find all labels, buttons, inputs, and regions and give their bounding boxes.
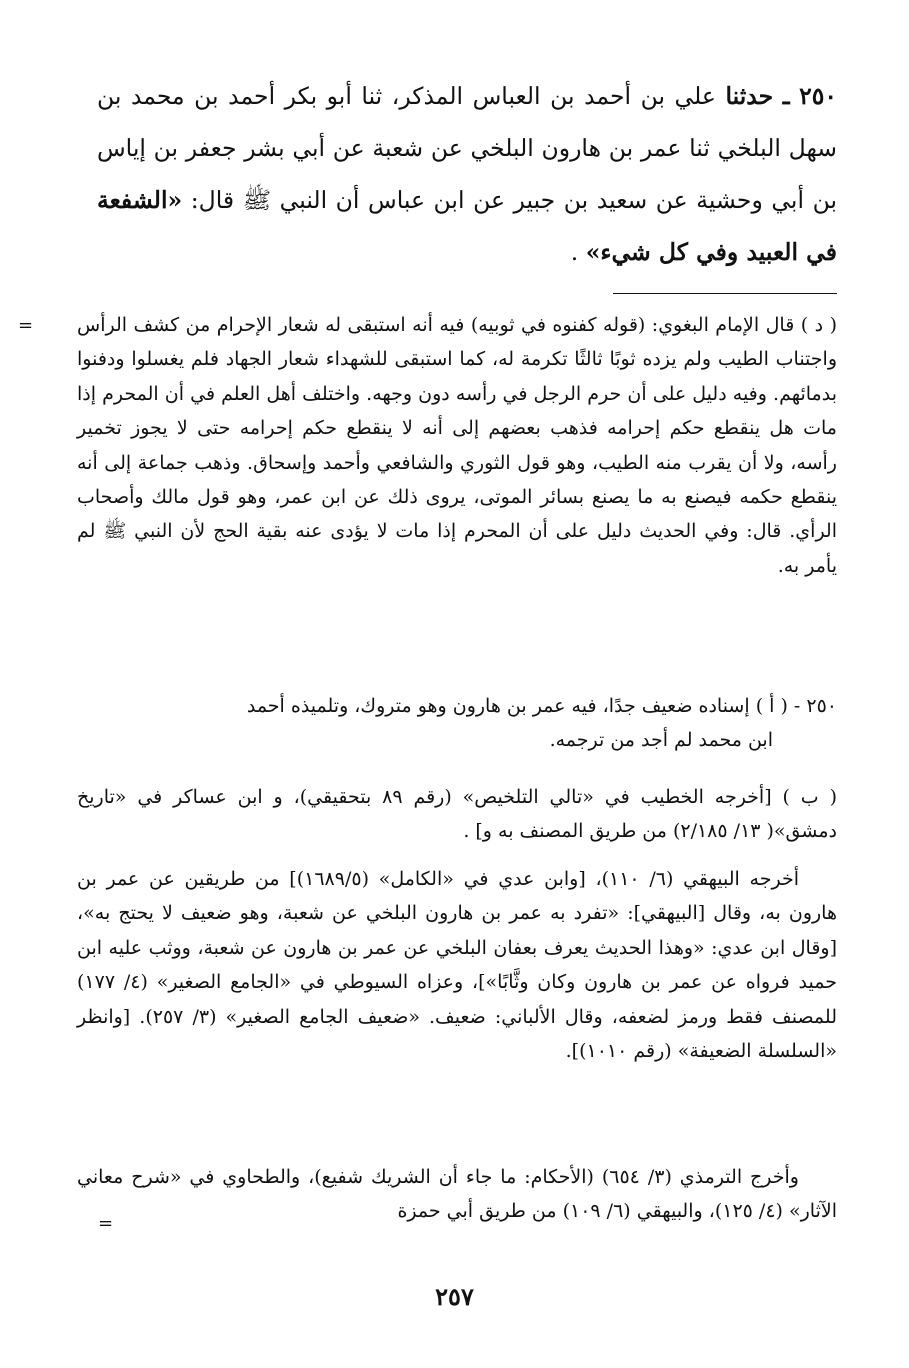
footnote-d: [77, 308, 837, 583]
hadith-matn: «الشفعة في العبيد وفي كل شيء»: [97, 186, 837, 266]
footnote-250-d: [77, 1160, 837, 1229]
hadith-end-mark: .: [570, 238, 579, 266]
footnote-d-text: ( د ) قال الإمام البغوي: (قوله كفنوه في ثوبيه) فيه أنه استبقى له شعار الإحرام من كشف الرأس واجتناب الطيب ولم يزده ثوبًا ثالثًا تكرمة له، كما استبقى للشهداء شعار الجهاد فلم يغسلوا ودفنوا بدمائهم. وفيه دليل على أن حرم الرجل في رأسه دون وجهه. واختلف أهل العلم في أن المحرم إذا مات هل ينقطع حكم إحرامه فذهب بعضهم إلى أنه لا ينقطع حكم إحرامه حتى لا يجوز تخمير رأسه، ولا أن يقرب منه الطيب، وهو قول الثوري والشافعي وأحمد وإسحاق. وذهب جماعة إلى أنه ينقطع حكمه فيصنع به ما يصنع بسائر الموتى، يروى ذلك عن ابن عمر، وهو قول مالك وأصحاب الرأي. قال: وفي الحديث دليل على أن المحرم إذا مات لا يؤدى عنه بقية الحج لأن النبي ﷺ لم يأمر به.: [77, 314, 837, 577]
hadith-dash: ـ: [782, 82, 790, 110]
footnote-250-c: [77, 862, 837, 1068]
hadith-isnad: علي بن أحمد بن العباس المذكر، ثنا أبو بكر أحمد بن محمد بن سهل البلخي ثنا عمر بن هارون البلخي عن شعبة عن أبي بشر جعفر بن إياس بن أبي وحشية عن سعيد بن جبير عن ابن عباس أن النبي ﷺ قال:: [97, 82, 837, 214]
hadith-number: ٢٥٠: [799, 82, 837, 110]
footnote-250-a: [77, 689, 837, 758]
footnote-250-a-line2: ابن محمد لم أجد من ترجمه.: [549, 729, 773, 752]
footnote-250-b-text: ( ب ) [أخرجه الخطيب في «تالي التلخيص» (رقم ٨٩ بتحقيقي)، و ابن عساكر في «تاريخ دمشق»( ١٣/ ٢/١٨٥) من طريق المصنف به و] .: [77, 786, 838, 843]
hadith-250-text: [97, 70, 837, 278]
continuation-marker-bottom: =: [98, 1213, 114, 1234]
page-number: ٢٥٧: [435, 1282, 474, 1311]
hadith-lead-word: حدثنا: [725, 82, 774, 110]
footnote-250-d-text: وأخرج الترمذي (٣/ ٦٥٤) (الأحكام: ما جاء أن الشريك شفيع)، والطحاوي في «شرح معاني الآثار» (٤/ ١٢٥)، والبيهقي (٦/ ١٠٩) من طريق أبي حمزة: [77, 1166, 837, 1223]
footnote-250-b: [77, 780, 837, 849]
footnote-250-c-text: أخرجه البيهقي (٦/ ١١٠)، [وابن عدي في «الكامل» (١٦٨٩/٥)] من طريقين عن عمر بن هارون به، وقال [البيهقي]: «تفرد به عمر بن هارون البلخي عن شعبة، وهو ضعيف لا يحتج به»، [وقال ابن عدي: «وهذا الحديث يعرف بعفان البلخي عن عمر بن هارون عن شعبة، ووثب عليه ابن حميد فرواه عن عمر بن هارون وكان وثَّابًا»]، وعزاه السيوطي في «الجامع الصغير» (٤/ ١٧٧) للمصنف فقط ورمز لضعفه، وقال الألباني: ضعيف. «ضعيف الجامع الصغير» (٣/ ٢٥٧). [وانظر «السلسلة الضعيفة» (رقم ١٠١٠)].: [77, 868, 837, 1063]
footnote-separator-rule: [613, 293, 837, 294]
footnote-250-a-label: ٢٥٠ - ( أ ): [755, 695, 837, 717]
footnote-250-a-line1: إسناده ضعيف جدًا، فيه عمر بن هارون وهو متروك، وتلميذه أحمد: [246, 695, 750, 717]
continuation-marker-top: =: [18, 315, 34, 336]
